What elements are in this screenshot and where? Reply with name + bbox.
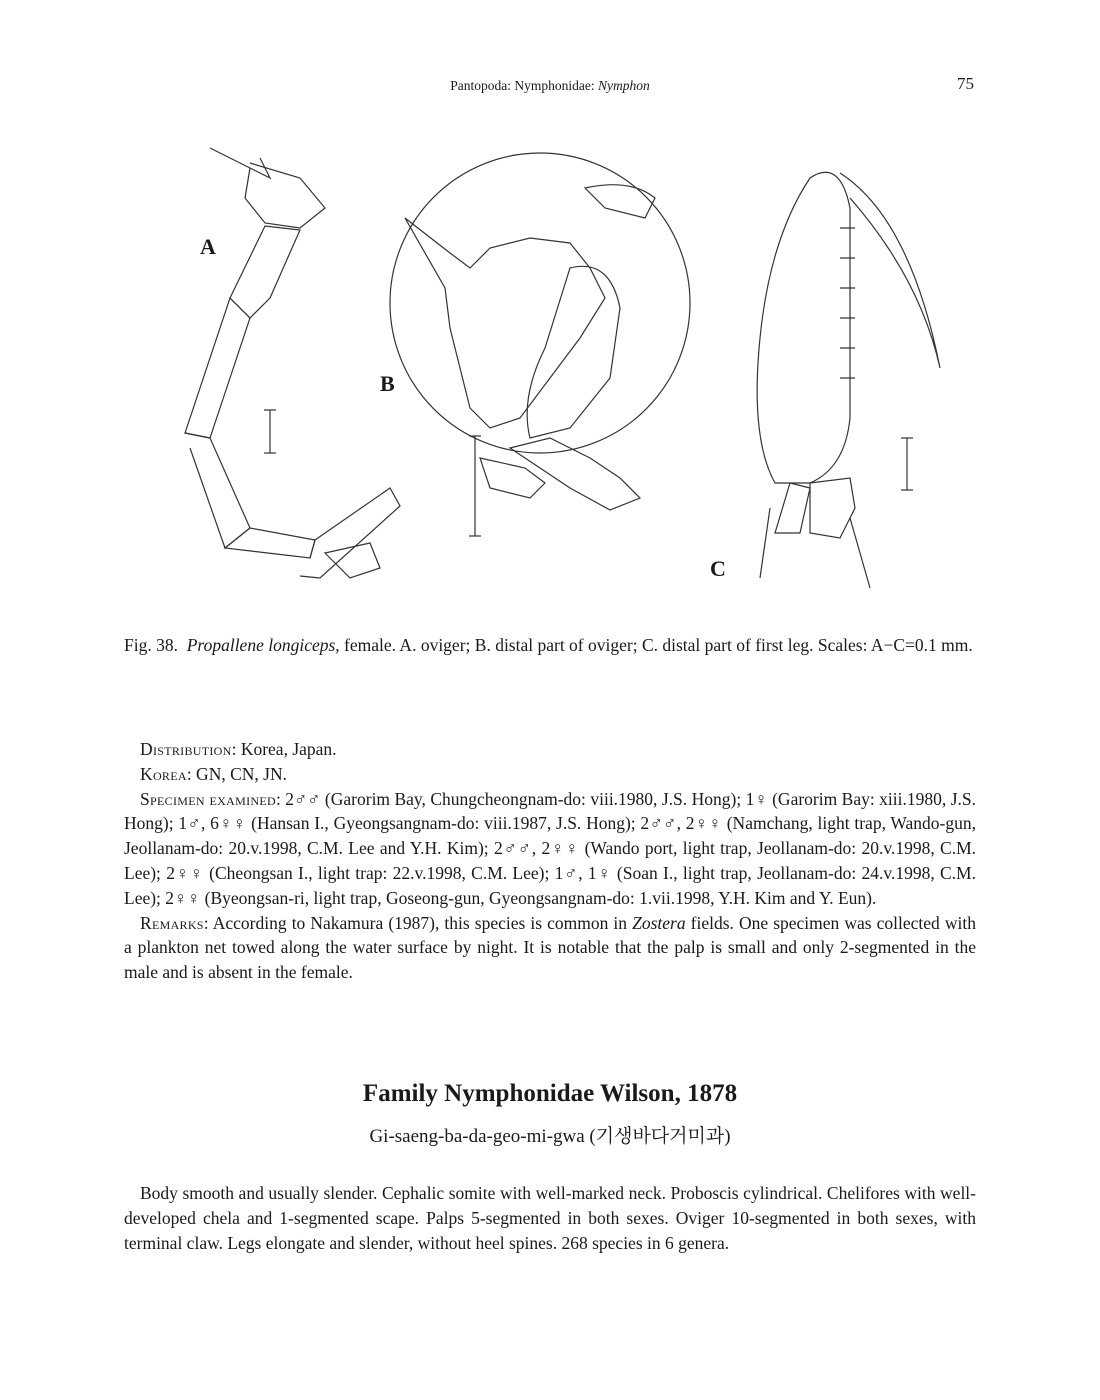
running-head-genus: Nymphon (597, 78, 650, 93)
specimen-paragraph (124, 787, 976, 911)
distribution-paragraph (124, 737, 976, 762)
figure-number: Fig. 38. (124, 635, 178, 655)
page-number: 75 (957, 74, 974, 93)
remarks-paragraph (124, 911, 976, 985)
species-name: Propallene longiceps (186, 635, 336, 655)
remarks-italic-word: Zostera (632, 912, 686, 933)
remarks-text-before: : According to Nakamura (1987), this species is common in (203, 912, 633, 933)
remarks-text-after: fields. One specimen was collected with a plankton net towed along the water surface by night. It is notable that the palp is small and only 2-segmented in the male and is absent in the female. (124, 912, 976, 983)
panel-a-oviger-drawing (185, 148, 400, 578)
family-description (124, 1181, 976, 1255)
panel-label-b: B (380, 371, 395, 396)
panel-b-distal-oviger-drawing (390, 153, 690, 536)
family-subtitle: Gi-saeng-ba-da-geo-mi-gwa (기생바다거미과) (369, 1126, 731, 1147)
figure-38 (150, 138, 980, 608)
korea-text: : GN, CN, JN. (186, 763, 287, 784)
panel-c-first-leg-drawing (757, 172, 940, 588)
species-account (124, 737, 976, 985)
panel-label-a: A (200, 234, 216, 259)
distribution-text: : Korea, Japan. (231, 739, 337, 759)
running-header (124, 76, 976, 98)
remarks-label: Remarks (140, 912, 204, 933)
figure-caption (124, 634, 976, 657)
korea-label: Korea (140, 763, 187, 784)
running-head: Pantopoda: Nymphonidae: Nymphon (450, 78, 650, 93)
distribution-label: Distribution (140, 739, 232, 759)
figure-drawing (150, 138, 980, 608)
panel-label-c: C (710, 556, 726, 581)
family-title: Family Nymphonidae Wilson, 1878 (362, 1080, 738, 1107)
specimen-label: Specimen examined (140, 788, 276, 809)
caption-text: , female. A. oviger; B. distal part of oviger; C. distal part of first leg. Scales: A−C=0.1 mm. (335, 635, 973, 655)
specimen-text: : 2♂♂ (Garorim Bay, Chungcheongnam-do: viii.1980, J.S. Hong); 1♀ (Garorim Bay: xiii.1980, J.S. Hong); 1♂, 6♀♀ (Hansan I., Gyeongsangnam-do: viii.1987, J.S. Hong); 2♂♂, 2♀♀ (Namchang, light trap, Wando-gun, Jeollanam-do: 20.v.1998, C.M. Lee and Y.H. Kim); 2♂♂, 2♀♀ (Wando port, light trap, Jeollanam-do: 20.v.1998, C.M. Lee); 2♀♀ (Cheongsan I., light trap: 22.v.1998, C.M. Lee); 1♂, 1♀ (Soan I., light trap, Jeollanam-do: 24.v.1998, C.M. Lee); 2♀♀ (Byeongsan-ri, light trap, Goseong-gun, Gyeongsangnam-do: 1.vii.1998, Y.H. Kim and Y. Eun). (124, 788, 976, 908)
family-description-text: Body smooth and usually slender. Cephalic somite with well-marked neck. Proboscis cylindrical. Chelifores with well-developed chela and 1-segmented scape. Palps 5-segmented in both sexes. Oviger 10-segmented in both sexes, with terminal claw. Legs elongate and slender, without heel spines. 268 species in 6 genera. (124, 1183, 976, 1253)
korea-paragraph (124, 762, 976, 787)
